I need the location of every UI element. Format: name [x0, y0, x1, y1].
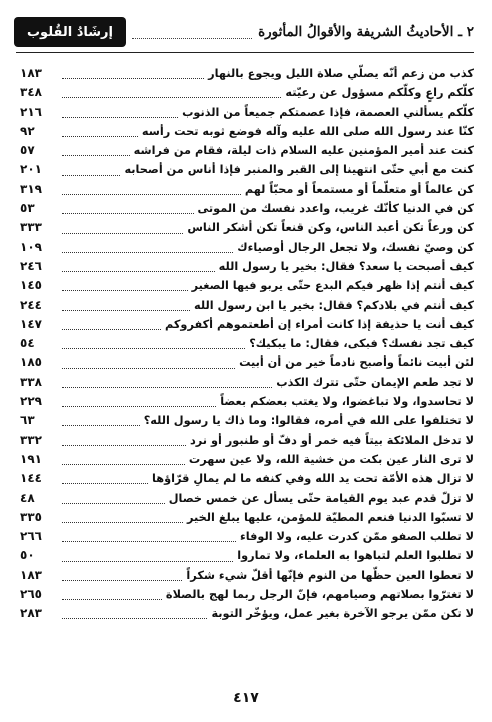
entry-leader-dots	[62, 570, 182, 581]
entry-leader-dots	[62, 358, 235, 369]
header-divider	[16, 52, 474, 53]
entry-leader-dots	[62, 145, 130, 156]
entry-leader-dots	[62, 377, 272, 388]
entry-text: كنّا عند رسول الله صلى الله عليه وآله فوضع ثوبه تحت رأسه	[141, 124, 474, 138]
entry-page-number: ١٩١	[20, 451, 42, 466]
entry-leader-dots	[62, 184, 241, 195]
entry-text: كن في الدنيا كأنّك غريب، واعدد نفسك من الموتى	[197, 202, 474, 216]
index-entry	[20, 64, 474, 83]
entry-text: لا ترى النار عين بكت من خشية الله، ولا عين سهرت	[188, 452, 474, 466]
entry-text: كذب من زعم أنّه يصلّي صلاة الليل ويجوع بالنهار	[208, 67, 474, 80]
entry-page-number: ٥٧	[20, 143, 35, 158]
entry-page-number: ٢٤٤	[20, 297, 42, 312]
index-entry	[20, 585, 474, 604]
entry-text: كيف أنت يا حذيفة إذا كانت أمراء إن أطعتموهم أكفروكم	[165, 317, 474, 331]
entry-page-number: ١٨٥	[20, 355, 42, 370]
entry-text: لا تدخل الملائكة بيتاً فيه خمر أو دفّ أو طنبور أو نرد	[189, 433, 474, 447]
entry-page-number: ٥٣	[20, 201, 35, 216]
index-entry	[20, 315, 474, 334]
entry-text: كيف أصبحت يا سعد؟ فقال: بخير يا رسول الله	[218, 259, 474, 273]
index-entry	[20, 604, 474, 623]
index-entry	[20, 334, 474, 353]
entry-text: كن عالماً أو متعلّماً أو مستمعاً أو محبّاً لهم	[244, 182, 474, 196]
entry-leader-dots	[62, 126, 138, 137]
entry-page-number: ٣٣٨	[20, 374, 42, 389]
entry-text: لا تطلبوا العلم لتباهوا به العلماء، ولا تماروا	[237, 549, 474, 563]
entry-text: لا تزلّ قدم عبد يوم القيامة حتّى يسأل عن خمس خصال	[168, 491, 474, 505]
index-entry	[20, 392, 474, 411]
entry-leader-dots	[62, 165, 120, 176]
index-entry	[20, 257, 474, 276]
index-entry	[20, 450, 474, 469]
entry-leader-dots	[62, 454, 185, 465]
entry-page-number: ٦٣	[20, 413, 35, 428]
book-title-badge: إرشَادُ القُلوب	[14, 17, 126, 47]
entry-leader-dots	[62, 107, 178, 118]
entry-text: لا تغترّوا بصلاتهم وصيامهم، فإنّ الرجل ربما لهج بالصلاة	[165, 588, 474, 602]
entry-page-number: ١٤٧	[20, 316, 42, 331]
entry-page-number: ٢١٦	[20, 104, 42, 119]
entry-page-number: ٢٢٩	[20, 394, 42, 409]
page-number: ٤١٧	[233, 690, 259, 706]
entry-page-number: ٤٨	[20, 490, 35, 505]
entry-text: لا تكن ممّن يرجو الآخرة بغير عمل، ويؤخّر التوبة	[211, 607, 474, 621]
entry-text: كلّكم راعٍ وكلّكم مسؤول عن رعيّته	[285, 86, 474, 100]
entry-page-number: ١٤٥	[20, 278, 42, 293]
entry-leader-dots	[62, 512, 183, 523]
entry-leader-dots	[62, 223, 183, 234]
index-entry	[20, 141, 474, 160]
entry-page-number: ٢٦٥	[20, 587, 42, 602]
index-entry	[20, 160, 474, 179]
entry-leader-dots	[62, 280, 188, 291]
entry-page-number: ٢٤٦	[20, 258, 42, 273]
index-entry	[20, 566, 474, 585]
index-entry	[20, 218, 474, 237]
entry-page-number: ١٤٤	[20, 471, 42, 486]
entry-leader-dots	[62, 338, 245, 349]
index-entry	[20, 411, 474, 430]
entry-leader-dots	[62, 551, 233, 562]
entry-text: لا تسبّوا الدنيا فنعم المطيّة للمؤمن، عليها يبلغ الخير	[187, 510, 474, 524]
entry-page-number: ٢٦٦	[20, 529, 42, 544]
entry-text: كنت مع أبي حتّى انتهينا إلى القبر والمنبر فإذا أناس من أصحابه	[124, 163, 474, 177]
entry-leader-dots	[62, 415, 140, 426]
entry-page-number: ٣٣٢	[20, 432, 42, 447]
index-entry	[20, 353, 474, 372]
index-entry	[20, 469, 474, 488]
entry-text: لا تحاسدوا، ولا تباغضوا، ولا يغتب بعضكم بعضاً	[220, 395, 474, 409]
entry-text: كن وصيّ نفسك، ولا تجعل الرجال أوصياءك	[237, 240, 474, 254]
index-entry	[20, 373, 474, 392]
entry-text: لا تعطوا العين حظّها من النوم فإنّها أقلّ شيء شكراً	[186, 568, 474, 582]
entry-text: لا تختلفوا على الله في أمره، فقالوا: وما ذاك يا رسول الله؟	[143, 414, 474, 428]
index-entry	[20, 103, 474, 122]
entry-page-number: ٢٨٣	[20, 606, 42, 621]
index-entry	[20, 431, 474, 450]
entry-leader-dots	[62, 242, 233, 253]
index-entry	[20, 238, 474, 257]
index-entry	[20, 199, 474, 218]
entry-text: كن ورعاً تكن أعبد الناس، وكن قنعاً تكن أشكر الناس	[187, 221, 474, 235]
entry-leader-dots	[62, 319, 161, 330]
entry-page-number: ٥٤	[20, 336, 35, 351]
entry-text: كيف أنتم إذا ظهر فيكم البدع حتّى يربو فيها الصغير	[191, 279, 474, 293]
index-entry	[20, 546, 474, 565]
entry-page-number: ٣٣٥	[20, 509, 42, 524]
entry-page-number: ١٠٩	[20, 239, 42, 254]
entry-leader-dots	[62, 87, 281, 98]
entry-leader-dots	[62, 261, 215, 272]
entry-leader-dots	[62, 203, 194, 214]
entry-leader-dots	[62, 589, 162, 600]
page-header	[14, 12, 474, 52]
index-entries-list	[20, 64, 474, 624]
entry-text: لا تطلب الصفو ممّن كدرت عليه، ولا الوفاء	[239, 530, 474, 544]
entry-text: لئن أبيت نائماً وأصبح نادماً خير من أن أبيت	[239, 356, 474, 370]
entry-text: كيف أنتم في بلادكم؟ فقال: بخير يا ابن رسول الله	[194, 298, 474, 312]
entry-page-number: ٣١٩	[20, 181, 42, 196]
entry-leader-dots	[62, 435, 186, 446]
entry-leader-dots	[62, 608, 207, 619]
section-title: ٢ ـ الأحاديثُ الشريفة والأقوالُ المأثورة	[258, 24, 474, 40]
entry-leader-dots	[62, 300, 190, 311]
entry-page-number: ٣٣٣	[20, 220, 42, 235]
entry-page-number: ١٨٣	[20, 66, 42, 80]
entry-text: لا تجد طعم الإيمان حتّى تترك الكذب	[276, 375, 474, 389]
entry-leader-dots	[62, 396, 216, 407]
entry-page-number: ٩٢	[20, 123, 35, 138]
entry-text: كنت عند أمير المؤمنين عليه السلام ذات ليلة، فقام من فراشه	[133, 144, 474, 158]
header-leader-dots	[132, 26, 252, 39]
entry-text: كلّكم يسألني العصمة، فإذا عصمتكم جميعاً من الذنوب	[182, 105, 474, 119]
index-entry	[20, 489, 474, 508]
index-entry	[20, 276, 474, 295]
index-entry	[20, 508, 474, 527]
entry-page-number: ٢٠١	[20, 162, 42, 177]
index-entry	[20, 296, 474, 315]
entry-text: كيف تجد نفسك؟ فبكى، فقال: ما يبكيك؟	[249, 337, 474, 351]
entry-leader-dots	[62, 473, 148, 484]
index-entry	[20, 180, 474, 199]
entry-page-number: ٥٠	[20, 548, 35, 563]
entry-leader-dots	[62, 531, 236, 542]
entry-leader-dots	[62, 68, 204, 79]
index-entry	[20, 122, 474, 141]
entry-page-number: ٣٤٨	[20, 85, 42, 100]
entry-text: لا تزال هذه الأمّة تحت يد الله وفي كنفه ما لم يمالِ قرّاؤها	[152, 472, 474, 486]
index-entry	[20, 527, 474, 546]
index-entry	[20, 83, 474, 102]
entry-leader-dots	[62, 493, 165, 504]
entry-page-number: ١٨٣	[20, 567, 42, 582]
